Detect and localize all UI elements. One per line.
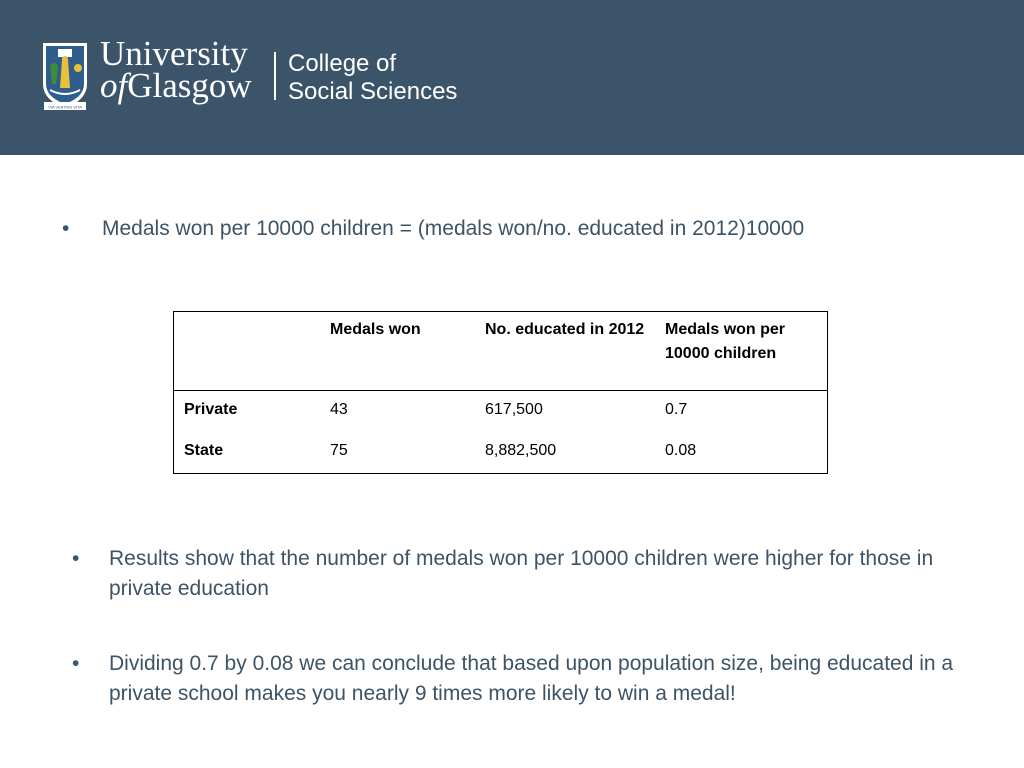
private-educated: 617,500 [485,401,543,418]
university-crest-icon [40,40,90,112]
results-bullet [72,544,992,604]
header-no-educated: No. educated in 2012 [485,321,645,338]
private-per-10000: 0.7 [665,401,688,418]
state-per-10000: 0.08 [665,442,697,459]
college-name [288,50,457,106]
formula-text: Medals won per 10000 children = (medals won/no. educated in 2012)10000 [102,217,805,240]
results-text: Results show that the number of medals won per 10000 children were higher for those in private education [109,547,934,600]
bullet-dot: • [72,547,80,570]
college-line2: Social Sciences [288,78,458,105]
college-line1: College of [288,50,397,77]
state-educated: 8,882,500 [485,442,557,459]
private-medals: 43 [330,401,348,418]
university-of: of [100,66,128,105]
row-label-state: State [184,442,224,459]
header-medals-per-10000: Medals won per 10000 children [665,321,786,362]
conclusion-bullet [72,649,992,709]
row-label-private: Private [184,401,238,418]
state-medals: 75 [330,442,348,459]
bullet-dot: • [62,217,70,240]
formula-bullet [62,214,982,244]
header-medals-won: Medals won [330,321,421,338]
table-header-row [174,312,827,391]
header-banner [0,0,1024,155]
university-line2: Glasgow [127,66,252,105]
bullet-dot: • [72,652,80,675]
university-logo-text [100,34,252,105]
medals-table [173,311,828,474]
crest-motto: VIA VERITAS VITA [48,104,82,110]
logo-divider [274,52,276,100]
university-line1: University [100,34,248,73]
conclusion-text: Dividing 0.7 by 0.08 we can conclude that based upon population size, being educated in a private school makes you nearly 9 times more likely to win a medal! [109,652,954,705]
